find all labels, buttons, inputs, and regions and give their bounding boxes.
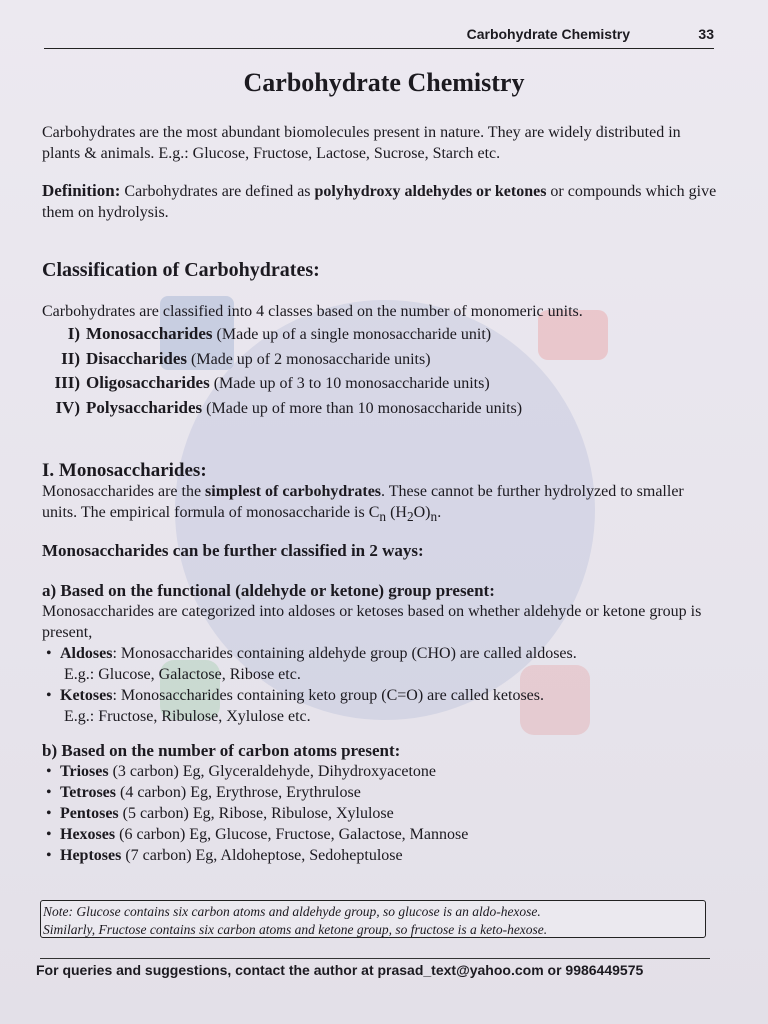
classification-intro: Carbohydrates are classified into 4 classes based on the number of monomeric units. — [42, 303, 583, 320]
carbon-atoms-list — [42, 761, 722, 866]
carbon-class-desc: (4 carbon) Eg, Erythrose, Erythrulose — [120, 784, 361, 802]
carbon-class-item — [42, 845, 722, 866]
page-footer: For queries and suggestions, contact the author at prasad_text@yahoo.com or 9986449575 — [36, 962, 644, 978]
page-title: Carbohydrate Chemistry — [243, 68, 525, 97]
definition-text-after: or compounds which give them on hydrolysis. — [42, 183, 717, 221]
running-title: Carbohydrate Chemistry — [466, 26, 630, 42]
carbon-class-name: Tetroses — [60, 784, 116, 802]
page-header — [44, 24, 714, 49]
classification-item — [42, 371, 722, 396]
carbon-class-name: Heptoses — [60, 847, 122, 865]
note-line-1: Note: Glucose contains six carbon atoms and aldehyde group, so glucose is an aldo-hexose. — [43, 904, 541, 919]
classification-item-desc: (Made up of a single monosaccharide unit) — [216, 326, 492, 343]
definition-label: Definition: — [42, 181, 121, 200]
classification-item-name: Polysaccharides — [86, 397, 203, 417]
classification-ways: Monosaccharides can be further classified in 2 ways: — [42, 541, 424, 561]
classification-item-number: IV) — [55, 397, 80, 417]
carbon-class-name: Trioses — [60, 763, 109, 781]
classification-item-number: III) — [54, 373, 80, 392]
carbon-class-item — [42, 761, 722, 782]
monosaccharides-section — [42, 460, 722, 866]
classification-item — [42, 347, 722, 372]
classification-item-desc: (Made up of 2 monosaccharide units) — [191, 350, 431, 368]
definition-paragraph — [42, 180, 722, 223]
monosaccharides-heading: I. Monosaccharides: — [42, 460, 207, 481]
classification-heading: Classification of Carbohydrates: — [42, 259, 320, 281]
footer-divider — [40, 958, 710, 959]
page-number: 33 — [698, 26, 714, 42]
aldoses-item: • Aldoses: Monosaccharides containing aldehyde group (CHO) are called aldoses. — [42, 643, 722, 664]
classification-item-number: I) — [67, 324, 80, 343]
classification-item-name: Monosaccharides — [86, 324, 213, 343]
functional-group-heading: a) Based on the functional (aldehyde or ketone) group present: — [42, 581, 495, 601]
classification-item — [42, 396, 722, 421]
ketoses-example: E.g.: Fructose, Ribulose, Xylulose etc. — [64, 708, 311, 726]
carbon-class-desc: (6 carbon) Eg, Glucose, Fructose, Galactose, Mannose — [119, 826, 469, 844]
functional-group-text: Monosaccharides are categorized into aldoses or ketoses based on whether aldehyde or ketone group is present, — [42, 603, 702, 642]
carbon-class-name: Hexoses — [60, 826, 116, 844]
carbon-class-desc: (7 carbon) Eg, Aldoheptose, Sedoheptulose — [125, 847, 403, 865]
monosaccharides-definition: Monosaccharides are the simplest of carbohydrates. These cannot be further hydrolyzed to smaller units. The empirical formula of monosaccharide is $C_n$ $(H_2O)_n$. — [42, 483, 684, 525]
ketoses-item: • Ketoses: Monosaccharides containing keto group (C=O) are called ketoses. — [42, 685, 722, 706]
carbon-class-desc: (5 carbon) Eg, Ribose, Ribulose, Xylulose — [122, 805, 394, 823]
definition-text-before: Carbohydrates are defined as — [124, 183, 311, 200]
aldoses-example: E.g.: Glucose, Galactose, Ribose etc. — [64, 666, 301, 684]
classification-item-number: II) — [61, 348, 80, 368]
carbon-class-item — [42, 824, 722, 845]
carbon-class-item — [42, 782, 722, 803]
carbon-class-item — [42, 803, 722, 824]
classification-item-name: Disaccharides — [86, 348, 188, 368]
intro-paragraph — [42, 122, 722, 164]
classification-item-desc: (Made up of 3 to 10 monosaccharide units) — [213, 375, 490, 392]
carbon-atoms-heading: b) Based on the number of carbon atoms present: — [42, 741, 401, 761]
classification-section — [42, 260, 722, 420]
classification-item-name: Oligosaccharides — [86, 373, 210, 392]
carbon-class-name: Pentoses — [60, 805, 119, 823]
classification-item-desc: (Made up of more than 10 monosaccharide units) — [206, 399, 523, 417]
note-line-2: Similarly, Fructose contains six carbon atoms and ketone group, so fructose is a keto-hexose. — [43, 922, 548, 937]
classification-item — [42, 322, 722, 347]
note-box — [40, 900, 706, 938]
classification-list — [42, 322, 722, 420]
carbon-class-desc: (3 carbon) Eg, Glyceraldehyde, Dihydroxyacetone — [112, 763, 437, 781]
definition-bold: polyhydroxy aldehydes or ketones — [314, 183, 547, 200]
intro-text: Carbohydrates are the most abundant biomolecules present in nature. They are widely distributed in plants & animals. E.g.: Glucose, Fructose, Lactose, Sucrose, Starch etc. — [42, 124, 681, 162]
